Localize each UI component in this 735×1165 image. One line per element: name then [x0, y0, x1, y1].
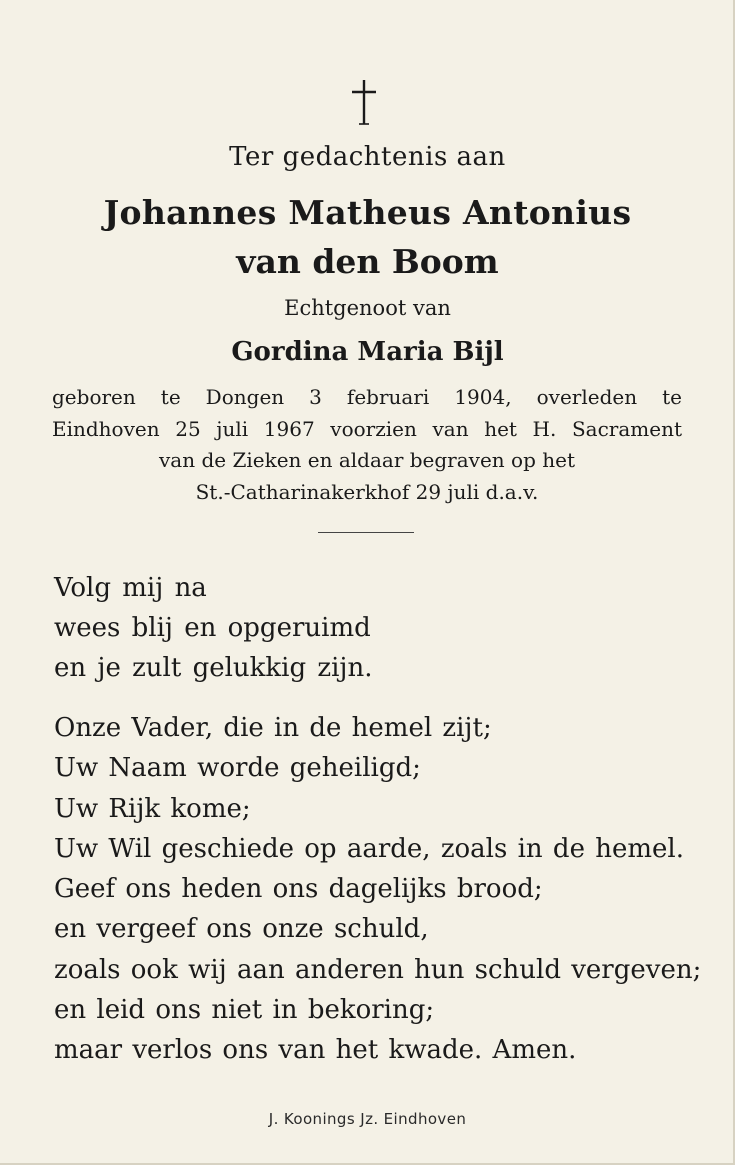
prayer-line: Onze Vader, die in de hemel zijt; — [54, 713, 492, 743]
prayer-line: zoals ook wij aan anderen hun schuld vergeven; — [54, 954, 702, 985]
deceased-name-line2: van den Boom — [236, 242, 499, 281]
prayer-line: en vergeef ons onze schuld, — [54, 914, 429, 945]
cross-icon — [346, 78, 382, 126]
prayer-line: maar verlos ons van het kwade. Amen. — [54, 1035, 577, 1066]
bio-line: van de Zieken en aldaar begraven op het — [159, 448, 575, 472]
prayer — [54, 708, 701, 1071]
prayer-line: en leid ons niet in bekoring; — [54, 995, 435, 1026]
printer-credit: J. Koonings Jz. Eindhoven — [268, 1110, 467, 1128]
divider — [318, 532, 414, 533]
bio-line: geboren te Dongen 3 februari 1904, overleden te — [52, 385, 682, 409]
verse-line: en je zult gelukkig zijn. — [54, 653, 373, 683]
spouse-name: Gordina Maria Bijl — [231, 337, 504, 367]
bio-line: St.-Catharinakerkhof 29 juli d.a.v. — [195, 479, 539, 504]
intro-text: Ter gedachtenis aan — [229, 142, 506, 172]
prayer-line: Geef ons heden ons dagelijks brood; — [54, 874, 543, 905]
prayer-line: Uw Rijk kome; — [54, 793, 251, 824]
verse — [54, 568, 373, 688]
verse-line: Volg mij na — [54, 573, 207, 603]
spouse-label: Echtgenoot van — [284, 296, 451, 320]
biography — [52, 382, 682, 508]
verse-line: wees blij en opgeruimd — [54, 613, 371, 643]
bio-line: Eindhoven 25 juli 1967 voorzien van het H. Sacrament — [52, 416, 682, 441]
prayer-line: Uw Wil geschiede op aarde, zoals in de hemel. — [54, 833, 684, 864]
prayer-line: Uw Naam worde geheiligd; — [54, 753, 421, 784]
deceased-name-line1: Johannes Matheus Antonius — [103, 193, 632, 232]
